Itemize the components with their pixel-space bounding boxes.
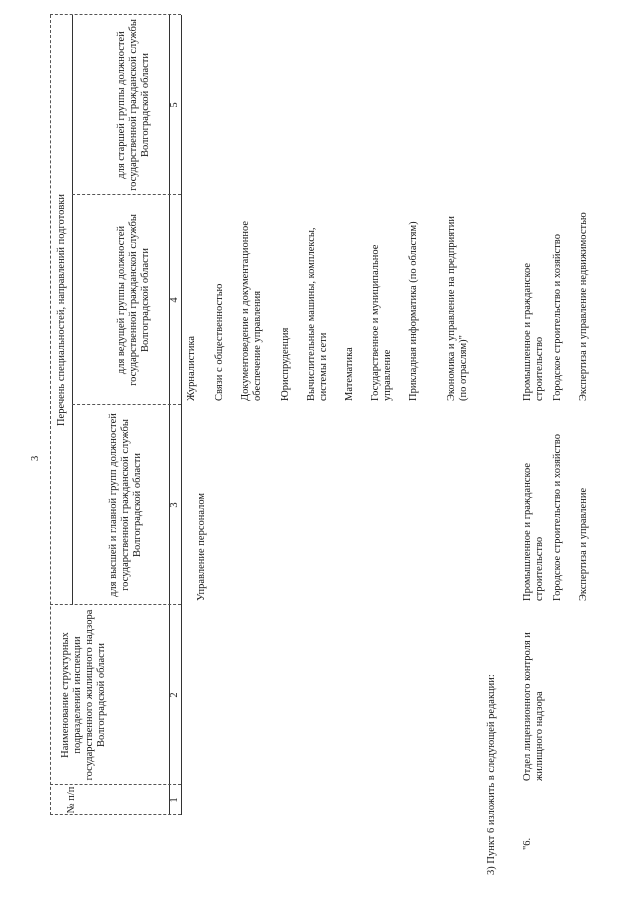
column-number-3: 3 — [169, 502, 180, 508]
col4-item: Связи с общественностью — [214, 283, 225, 401]
col4-item: Математика — [344, 347, 355, 401]
table-left-border — [50, 814, 181, 815]
row6-col3-item: Городское строительство и хозяйство — [552, 434, 563, 601]
row6-col4-item: Промышленное и гражданское строительство — [522, 262, 545, 401]
column-number-4: 4 — [169, 297, 180, 303]
col3-item: Управление персоналом — [196, 492, 207, 601]
header-group-senior: для старшей группы должностей государственной гражданской службы Волгоградской области — [116, 19, 151, 191]
row6-col4-item: Городское строительство и хозяйство — [552, 234, 563, 401]
col4-item: Государственное и муниципальное управление — [370, 244, 393, 401]
col4-item: Прикладная информатика (по областям) — [408, 221, 419, 401]
row6-col4-item: Экспертиза и управление недвижимостью — [578, 212, 589, 401]
col1-divider — [50, 784, 181, 785]
specialties-title-border — [72, 15, 73, 605]
column-number-5: 5 — [169, 102, 180, 108]
col4-item: Документоведение и документационное обеспечение управления — [240, 220, 263, 401]
row6-col3-item: Промышленное и гражданское строительство — [522, 462, 545, 601]
row6-num: "6. — [522, 837, 533, 850]
table-top-border — [50, 15, 51, 815]
row6-name: Отдел лицензионного контроля и жилищного надзора — [522, 632, 545, 781]
header-group-higher-main: для высшей и главной групп должностей государственной гражданской службы Волгоградской области — [108, 413, 143, 597]
col2-divider — [50, 604, 181, 605]
column-numbers-border — [181, 15, 182, 815]
header-num: № п/п — [66, 786, 77, 814]
col4-item: Журналистика — [186, 335, 197, 401]
column-number-2: 2 — [169, 692, 180, 698]
col4-item: Юриспруденция — [280, 327, 291, 401]
header-specialties-title: Перечень специальностей, направлений подготовки — [56, 193, 67, 427]
column-number-1: 1 — [169, 797, 180, 803]
table-right-border — [50, 14, 181, 15]
header-group-leading: для ведущей группы должностей государственной гражданской службы Волгоградской области — [116, 214, 151, 386]
col3-divider — [72, 404, 181, 405]
col4-divider — [72, 194, 181, 195]
header-name: Наименование структурных подразделений инспекции государственного жилищного надзора Волгоградской области — [60, 609, 107, 781]
clause-text: 3) Пункт 6 изложить в следующей редакции: — [486, 674, 497, 875]
row6-col3-item: Экспертиза и управление — [578, 487, 589, 601]
col4-item: Экономика и управление на предприятии (по отраслям)" — [446, 216, 469, 401]
page-number: 3 — [30, 455, 41, 461]
col4-item: Вычислительные машины, комплексы, системы и сети — [306, 227, 329, 401]
